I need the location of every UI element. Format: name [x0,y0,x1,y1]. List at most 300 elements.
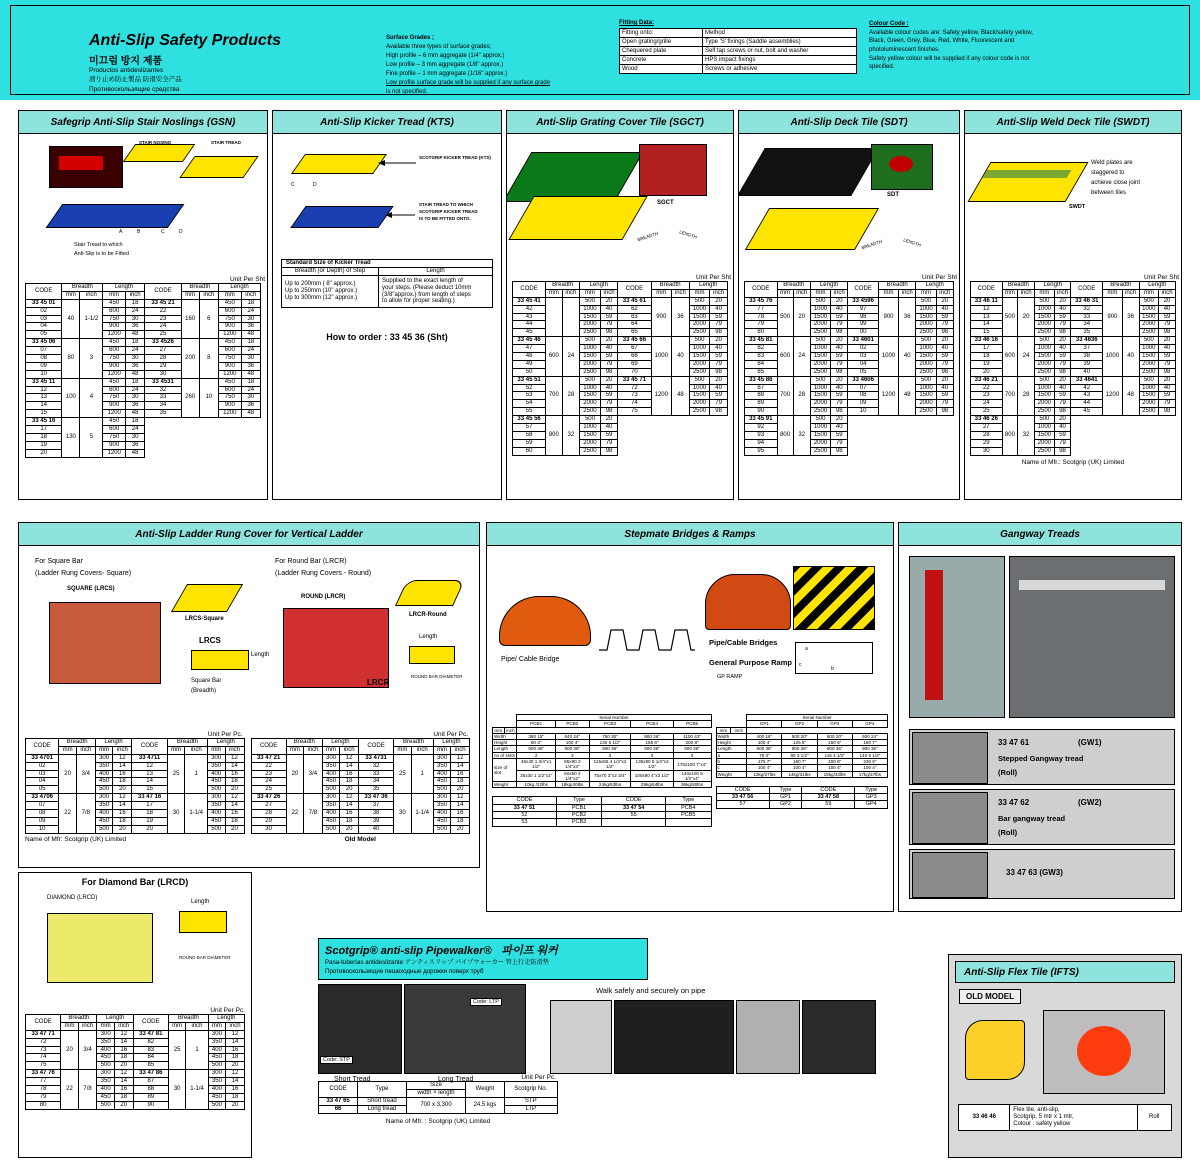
panel-swdt-title: Anti-Slip Weld Deck Tile (SWDT) [965,111,1181,134]
panel-ladder-title: Anti-Slip Ladder Rung Cover for Vertical Ladder [19,523,479,546]
lrd-b0-lmm-4: 500 [322,786,339,794]
swdt-b3-lin-4: 98 [1159,368,1176,376]
sgct-b4-code-1: 52 [513,384,546,392]
swdt-b6-lin-1: 40 [1054,424,1071,432]
sdt-b6-lmm-3: 2000 [810,439,830,447]
gsn-label-a: A [119,229,123,235]
lrd-b0-code-4: 25 [251,786,286,794]
gsn-g0-r-bmm: 160 [181,299,199,338]
kts-length-note-0: Supplied to the exact length of [382,277,463,284]
dia-b3-lin-2: 16 [226,1086,245,1094]
swdt-sub-lmm-2: mm [1139,289,1159,297]
sdt-b3-bin: 40 [899,337,916,376]
lrd-b2-code: 33 47 26 [251,794,286,802]
sgct-b3-code: 33 45 66 [618,337,651,345]
fitting-row-3-onto: Wood [620,65,703,74]
lsq-b1-code: 33 4711 [132,754,168,762]
gsn-g2-r-lmm-1: 600 [219,386,242,394]
sdt-b5-code-3: 09 [848,400,879,408]
sdt-b1-bin: 36 [899,297,916,336]
sgct-b3-code-3: 69 [618,360,651,368]
sgct-th-code-2: CODE [618,282,651,298]
swdt-b4-lmm-3: 2000 [1035,400,1055,408]
dia-b3-lmm-2: 400 [208,1086,225,1094]
sgct-b3-lmm-0: 500 [689,337,710,345]
pcb-code-h1: Type [556,797,601,804]
gsn-g1-l-lin-3: 36 [125,362,144,370]
lrd-sub-lmm: mm [322,746,339,754]
sgct-sub-bmm: mm [546,289,562,297]
sgct-art-length: LENGTH [678,229,698,240]
pcb-r2-label: Length [493,746,517,752]
gp-r0-v0: 400 16" [747,733,782,739]
sdt-b5-code: 33 4606 [848,376,879,384]
gsn-g3-l-lmm-2: 750 [103,433,126,441]
pcb-r4-v2: 115x65 4 1/2"x2 1/2" [589,758,631,770]
dia-b1-code: 33 47 81 [133,1030,168,1038]
sgct-b5-code-3: 74 [618,400,651,408]
gsn-g1-r-lmm-1: 600 [219,347,242,355]
dia-sub-bin: inch [78,1022,97,1030]
sgct-b6-code: 33 45 56 [513,416,546,424]
swdt-b2-lin-1: 40 [1054,345,1071,353]
sgct-b1-lmm-2: 1500 [689,313,710,321]
gsn-stair-art [46,204,185,228]
gsn-g3-l-lmm-0: 450 [103,418,126,426]
gsn-g2-r-lmm-4: 1200 [219,410,242,418]
fitting-row-1-onto: Chequered plate [620,47,703,56]
sdt-b5-lmm-1: 1000 [916,384,936,392]
swdt-b2-lmm-4: 2500 [1035,368,1055,376]
gsn-g2-r-lmm-3: 900 [219,402,242,410]
sgct-sub-bmm-2: mm [651,289,672,297]
kts-table [281,259,493,308]
dia-sub-bin-2: inch [186,1022,208,1030]
surface-grades-line-2: High profile – 6 mm aggregate (1/4" approx.) [386,53,505,59]
sgct-b1-lin-4: 98 [710,329,728,337]
lrd-b3-bin: 1-1/4 [411,794,433,833]
gsn-g2-r-code-1: 32 [145,386,181,394]
pcb-r5-v4: 140x100 5 1/2"x4" [673,770,711,782]
surface-grades-heading: Surface Grades ; [386,35,435,41]
swdt-b3-lmm-3: 2000 [1139,360,1159,368]
sdt-b1-lin-0: 20 [936,297,953,305]
swdt-b0-lin-0: 20 [1054,297,1071,305]
sdt-b6-lin-2: 59 [831,431,848,439]
lrd-b2-code-3: 29 [251,817,286,825]
sgct-b0-lin-2: 59 [600,313,618,321]
sdt-b3-code-2: 03 [848,353,879,361]
sgct-b0-lmm-2: 1500 [580,313,601,321]
gsn-g0-r-lmm-3: 900 [219,323,242,331]
sgct-b6-lmm-1: 1000 [580,424,601,432]
gsn-g1-l-lmm-2: 750 [103,355,126,363]
gsn-g0-l-lin-4: 48 [125,331,144,339]
lsq-b1-bin: 1 [185,754,208,793]
lsq-b1-lin-0: 12 [225,754,244,762]
sdt-b5-lmm-2: 1500 [916,392,936,400]
lsq-sub-bin-2: inch [185,746,208,754]
sdt-b2-lmm-1: 1000 [810,345,830,353]
pcb-r4-v0: 45x40 1 3/4"x1 1/2" [517,758,556,770]
sgct-b2-bmm: 600 [546,337,562,376]
pcb-r4-v1: 85x80 3 1/4"x3" [556,758,590,770]
gp-r4-label: b [716,758,747,764]
lrd-b3-lin-0: 12 [451,794,470,802]
kts-length-note [379,275,493,308]
lrd-th-breadth: Breadth [286,739,322,747]
gp-r6-v2: 15kg/33lbs [817,771,852,777]
gsn-g1-r-lmm-4: 1200 [219,370,242,378]
gsn-g0-l-code-3: 04 [26,323,62,331]
sdt-b2-code-2: 83 [745,353,778,361]
gsn-photo-detail [59,156,103,170]
pcb-code-r0c2: 33 47 54 [602,804,666,811]
lrd-b3-lin-4: 20 [451,825,470,833]
sdt-photo-detail [889,156,913,172]
sdt-b2-code: 33 45 81 [745,337,778,345]
fitting-col2-header: Method [703,29,857,38]
swdt-b6-lmm-2: 1500 [1035,431,1055,439]
top-banner [0,0,1200,100]
gsn-g2-l-lmm-1: 600 [103,386,126,394]
stepmate-dim-b: b [831,666,834,672]
colour-line-5: specified. [869,64,895,71]
panel-sgct-title: Anti-Slip Grating Cover Tile (SGCT) [507,111,733,134]
dia-b0-code-3: 74 [26,1054,61,1062]
swdt-b5-lin-3: 79 [1159,400,1176,408]
gsn-label-nosing: STAIR NOSING [139,140,172,145]
gp-code-r0c3: GP3 [855,794,888,801]
sgct-b4-lin-1: 40 [600,384,618,392]
swdt-b1-bin: 36 [1122,297,1139,336]
kts-table-wrap [273,259,501,308]
lsq-b2-code-2: 08 [26,810,59,818]
ladder-mfr: Name of Mfr: Scotgrip (UK) Limited [25,835,127,843]
pcb-r1-v1: 100 4" [556,740,590,746]
sgct-b3-lin-1: 40 [710,345,728,353]
swdt-b3-code-2: 38 [1071,353,1103,361]
sdt-b1-code-3: 99 [848,321,879,329]
kts-col1: Breadth (or Depth) of Step [282,267,379,275]
lrd-b1-code-1: 32 [358,762,393,770]
gsn-g3-l-code-4: 20 [26,449,62,457]
gsn-sub-lmm: mm [103,291,126,299]
dia-b1-code-3: 84 [133,1054,168,1062]
kts-kicker-art [291,154,387,174]
sgct-b5-lmm-0: 500 [689,376,710,384]
swdt-b3-lin-1: 40 [1159,345,1176,353]
gsn-g0-l-lmm-1: 600 [103,307,126,315]
lsq-b1-lin-3: 18 [225,778,244,786]
swdt-b2-lmm-3: 2000 [1035,360,1055,368]
gsn-g1-l-bin: 3 [80,339,103,378]
kts-sizes [282,275,379,308]
gsn-g3-l-lmm-3: 900 [103,441,126,449]
sdt-b4-code: 33 45 86 [745,376,778,384]
sgct-b1-code: 33 45 61 [618,297,651,305]
panel-stepmate-title: Stepmate Bridges & Ramps [487,523,893,546]
swdt-b5-bin: 48 [1122,376,1139,415]
sgct-b1-lmm-3: 2000 [689,321,710,329]
lrd-b1-code-3: 34 [358,778,393,786]
lsq-sub-bin: inch [76,746,95,754]
lrd-sub-bmm: mm [286,746,303,754]
stepmate-label-gpramp: GP RAMP [717,674,743,680]
swdt-b0-lmm-1: 1000 [1035,305,1055,313]
sdt-b6-bmm: 800 [777,416,793,455]
pcb-code-r1c1: PCB2 [556,812,601,819]
ladder-round-head-0: For Round Bar (LRCR) [275,558,347,565]
lrd-b3-lmm-2: 400 [433,810,450,818]
kts-arrow-2-icon [385,210,417,220]
sgct-b4-lmm-0: 500 [580,376,601,384]
swdt-b2-lmm-2: 1500 [1035,353,1055,361]
pcb-r6-label: Weight [493,782,517,788]
sgct-b0-code-2: 43 [513,313,546,321]
panel-stepmate [486,522,894,912]
pcb-r1-v3: 155 6" [631,740,673,746]
swdt-b5-code-1: 42 [1071,384,1103,392]
swdt-b5-lmm-2: 1500 [1139,392,1159,400]
lsq-th-length-2: Length [207,739,244,747]
lsq-b0-bmm: 20 [59,754,77,793]
sdt-b3-code-4: 05 [848,368,879,376]
dia-b2-lin-0: 12 [114,1070,133,1078]
sdt-b2-code-1: 82 [745,345,778,353]
swdt-b5-lmm-1: 1000 [1139,384,1159,392]
lsq-b3-lmm-4: 500 [207,825,225,833]
dia-b2-code-4: 80 [26,1101,61,1109]
lsq-b3-code: 33 47 16 [132,794,168,802]
fitting-row-0-method: Type 'S' fixings (Saddle assemblies) [703,38,857,47]
sdt-b0-lmm-3: 2000 [810,321,830,329]
sgct-yellow-tile [508,196,647,240]
gsn-g0-l-bin: 1-1/2 [80,299,103,338]
sgct-sub-lin-2: inch [710,289,728,297]
pcb-r2-v4: 900 36" [673,746,711,752]
sgct-b1-code-3: 64 [618,321,651,329]
sgct-b3-bin: 40 [672,337,690,376]
lrd-b3-code-2: 38 [358,810,393,818]
sdt-b6-lmm-4: 2500 [810,447,830,455]
gp-r6-label: Weight [716,771,747,777]
gsn-sub-bmm: mm [62,291,80,299]
gp-r6-v3: 17kg/37lbs [852,771,887,777]
sgct-th-breadth: Breadth [546,282,580,290]
gp-r2-label: Length [716,746,747,752]
dia-b3-bmm: 30 [168,1070,185,1109]
pcb-r6-v4: 36kg/80lbs [673,782,711,788]
diamond-length-label: Length [191,899,210,905]
gp-r0-v2: 500 20" [817,733,852,739]
lsq-th-code-2: CODE [132,739,168,755]
lsq-b0-lmm-2: 400 [95,770,113,778]
gp-r2-v2: 900 36" [817,746,852,752]
sdt-b3-lmm-2: 1500 [916,353,936,361]
panel-gangway [898,522,1182,912]
lsq-b2-code-4: 10 [26,825,59,833]
swdt-tile-art [967,162,1088,202]
pcb-code-r2c0: 53 [493,819,557,826]
subtitle-jp-cn: 滑り止め防止製品 防滑安全产品 [89,76,182,84]
ladder-round-art [283,608,389,688]
gsn-nosing-art [123,144,196,162]
kts-length-note-2: (3/8"approx.) from length of steps [382,291,471,298]
swdt-note-3: between tiles [1091,190,1127,196]
gsn-g0-r-lin-1: 24 [241,307,260,315]
gsn-g0-l-lin-2: 30 [125,315,144,323]
sgct-b6-lin-3: 79 [600,439,618,447]
lrd-b2-bin: 7/8 [304,794,323,833]
sgct-b4-bmm: 700 [546,376,562,415]
gsn-label-d: D [179,229,183,235]
pipewalker-table [318,1081,558,1114]
gsn-g0-r-code-4: 25 [145,331,181,339]
sgct-b5-lin-4: 98 [710,408,728,416]
lrd-b1-lin-3: 18 [451,778,470,786]
pcb-code-r0c3: PCB4 [666,804,711,811]
swdt-b5-lin-4: 98 [1159,408,1176,416]
sdt-b0-lin-0: 20 [831,297,848,305]
gp-col-3: GP4 [852,721,887,727]
dia-sub-lmm: mm [97,1022,114,1030]
panel-gsn-title: Safegrip Anti-Slip Stair Noslings (GSN) [19,111,267,134]
sdt-b2-lmm-0: 500 [810,337,830,345]
gangway-photo-2-detail [1019,580,1165,590]
sgct-b0-bmm [546,297,562,336]
pcb-code-r2c2 [602,819,666,826]
dia-b2-lin-1: 14 [114,1078,133,1086]
swdt-b1-lin-2: 59 [1159,313,1176,321]
sgct-b1-bin: 36 [672,297,690,336]
flex-desc-0: Flex tile, anti-slip, [1013,1107,1060,1113]
swdt-b1-lmm-4: 2500 [1139,329,1159,337]
lsq-b3-lmm-2: 400 [207,810,225,818]
sgct-b1-code-1: 62 [618,305,651,313]
sgct-b3-lmm-4: 2500 [689,368,710,376]
gangway-row-2 [909,789,1175,845]
lrd-b1-lin-2: 16 [451,770,470,778]
lrd-b0-lin-4: 20 [340,786,359,794]
gangway-photo-1 [909,556,1005,718]
gsn-g2-r-lin-2: 30 [241,394,260,402]
dia-th-code: CODE [26,1015,61,1031]
pipewalker-photo-worker [736,1000,800,1074]
ladder-square-head-0: For Square Bar [35,558,83,565]
lrd-b3-lin-2: 16 [451,810,470,818]
sgct-sub-bin-2: inch [672,289,690,297]
gp-unit-mm: mm [716,727,731,733]
sgct-b2-lin-2: 59 [600,353,618,361]
gsn-g2-r-code-2: 33 [145,394,181,402]
sgct-b1-lin-3: 79 [710,321,728,329]
stepmate-illustration [487,546,893,714]
sgct-sub-lmm: mm [580,289,601,297]
gsn-sub-bmm-2: mm [181,291,199,299]
sdt-b3-lin-3: 79 [936,360,953,368]
sgct-b3-bmm: 1000 [651,337,672,376]
gsn-g2-l-lmm-4: 1200 [103,410,126,418]
sdt-b4-code-4: 90 [745,408,778,416]
gsn-table [25,283,261,458]
pcb-r1-v2: 140 5 1/2" [589,740,631,746]
gsn-g1-l-lmm-3: 900 [103,362,126,370]
gp-r1-v3: 180 7" [852,740,887,746]
sdt-b6-lin-3: 79 [831,439,848,447]
gsn-g0-r-lmm-2: 750 [219,315,242,323]
gsn-g3-l-lin-1: 24 [125,426,144,434]
sdt-b1-bmm: 900 [878,297,898,336]
ladder-square-art [49,602,161,684]
pcb-code-table [492,796,712,826]
swdt-b0-code-3: 14 [971,321,1003,329]
dia-b0-code-1: 72 [26,1038,61,1046]
sdt-b1-code-4: 00 [848,329,879,337]
lsq-b2-lin-4: 20 [113,825,132,833]
swdt-b0-code-2: 13 [971,313,1003,321]
lrd-b3-lin-3: 18 [451,817,470,825]
gsn-g2-r-lmm-0: 450 [219,378,242,386]
swdt-b4-code-3: 24 [971,400,1003,408]
swdt-b4-code-4: 25 [971,408,1003,416]
sdt-b6-lmm-1: 1000 [810,424,830,432]
gsn-g1-l-code-4: 10 [26,370,62,378]
sgct-b1-lin-0: 20 [710,297,728,305]
lrd-b0-code-2: 23 [251,770,286,778]
lrd-b0-lmm-2: 400 [322,770,339,778]
sdt-b6-lmm-0: 500 [810,416,830,424]
swdt-sub-bmm: mm [1002,289,1018,297]
lsq-b1-lmm-0: 300 [207,754,225,762]
dia-th-code-2: CODE [133,1015,168,1031]
swdt-b4-lmm-1: 1000 [1035,384,1055,392]
pcb-r0-label: Width [493,733,517,739]
kts-length-note-3: to allow for proper seating.) [382,298,455,305]
gsn-note-1: Stair Tread to which [74,242,123,248]
gp-r3-v0: 75 3" [747,752,782,758]
lsq-b1-code-1: 12 [132,762,168,770]
lrd-b3-code-4: 40 [358,825,393,833]
gp-r2-v1: 900 36" [782,746,817,752]
pcb-r4-v3: 135x90 5 1/4"x3 1/2" [631,758,673,770]
flex-unit: Roll [1137,1105,1171,1131]
lrd-b2-lmm-4: 500 [322,825,339,833]
kts-illustration [273,134,501,259]
sgct-b2-lin-1: 40 [600,345,618,353]
sdt-b1-lin-1: 40 [936,305,953,313]
lrd-b1-bmm: 25 [394,754,411,793]
page-title: Anti-Slip Safety Products [89,32,282,49]
pcb-r6-v0: 10kg /22lbs [517,782,556,788]
swdt-b4-lin-3: 79 [1054,400,1071,408]
dia-sub-bmm-2: mm [168,1022,185,1030]
sdt-b1-lmm-0: 500 [916,297,936,305]
pcb-r1-label: Height [493,740,517,746]
sgct-b6-code-2: 58 [513,431,546,439]
flex-desc-2: Colour : safety yellow [1013,1120,1071,1127]
lrd-b2-lmm-3: 450 [322,817,339,825]
sdt-b6-code: 33 45 91 [745,416,778,424]
swdt-b0-lin-2: 59 [1054,313,1071,321]
gsn-tread-art [179,156,258,178]
sgct-b3-lin-4: 98 [710,368,728,376]
sdt-b5-lmm-3: 2000 [916,400,936,408]
gsn-th-code-2: CODE [145,284,181,300]
gangway-row-2-photo [912,792,988,844]
pw-th-size: Size [406,1082,466,1090]
sgct-b3-lin-0: 20 [710,337,728,345]
